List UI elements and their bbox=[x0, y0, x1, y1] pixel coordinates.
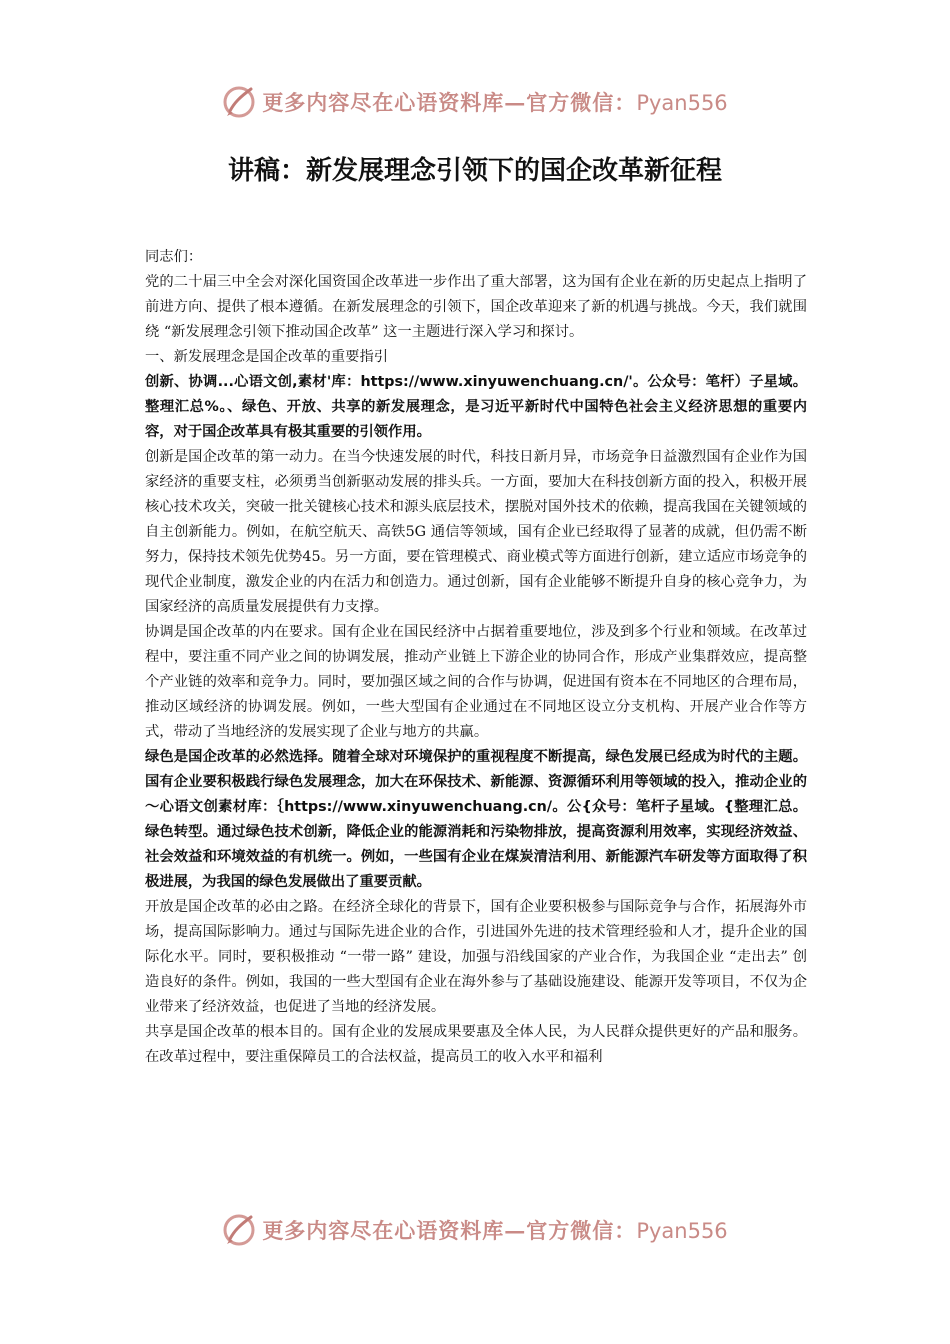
body-paragraph: 一、新发展理念是国企改革的重要指引 bbox=[145, 349, 389, 365]
brush-logo-icon bbox=[222, 85, 256, 119]
wechat-id: Pyan556 bbox=[636, 91, 728, 115]
body-paragraph: 党的二十届三中全会对深化国资国企改革进一步作出了重大部署，这为国有企业在新的历史起点上指明了前进方向、提供了根本遵循。在新发展理念的引领下，国企改革迎来了新的机遇与挑战。今天，我们就围绕 “新发展理念引领下推动国企改革” 这一主题进行深入学习和探讨。 bbox=[145, 274, 807, 340]
body-paragraph: 协调是国企改革的内在要求。国有企业在国民经济中占据着重要地位，涉及到多个行业和领域。在改革过程中，要注重不同产业之间的协调发展，推动产业链上下游企业的协同合作，形成产业集群效应，提高整个产业链的效率和竞争力。同时，要加强区域之间的合作与协调，促进国有资本在不同地区的合理布局，推动区域经济的协调发展。例如，一些大型国有企业通过在不同地区设立分支机构、开展产业合作等方式，带动了当地经济的发展实现了企业与地方的共赢。 bbox=[145, 624, 807, 740]
body-paragraph: 创新、协调...心语文创,素材'库：https://www.xinyuwenchuang.cn/'。公众号：笔杆）子星域。整理汇总%。、绿色、开放、共享的新发展理念，是习近平新时代中国特色社会主义经济思想的重要内容，对于国企改革具有极其重要的引领作用。 bbox=[145, 374, 807, 440]
wechat-id: Pyan556 bbox=[636, 1219, 728, 1243]
document-title: 讲稿：新发展理念引领下的国企改革新征程 bbox=[227, 156, 722, 186]
brush-logo-icon bbox=[222, 1213, 256, 1247]
body-paragraph: 共享是国企改革的根本目的。国有企业的发展成果要惠及全体人民，为人民群众提供更好的产品和服务。在改革过程中，要注重保障员工的合法权益，提高员工的收入水平和福利 bbox=[145, 1024, 807, 1065]
watermark-text: 更多内容尽在心语资料库—官方微信：Pyan556 bbox=[262, 1218, 728, 1243]
body-paragraph: 同志们： bbox=[145, 249, 203, 265]
watermark-text: 更多内容尽在心语资料库—官方微信：Pyan556 bbox=[262, 90, 728, 115]
footer-watermark-banner bbox=[0, 1210, 950, 1250]
body-paragraph: 开放是国企改革的必由之路。在经济全球化的背景下，国有企业要积极参与国际竞争与合作，拓展海外市场，提高国际影响力。通过与国际先进企业的合作，引进国外先进的技术管理经验和人才，提升企业的国际化水平。同时，要积极推动 “一带一路” 建设，加强与沿线国家的产业合作，为我国企业 “走出去” 创造良好的条件。例如，我国的一些大型国有企业在海外参与了基础设施建设、能源开发等项目，不仅为企业带来了经济效益，也促进了当地的经济发展。 bbox=[145, 899, 807, 1015]
body-paragraph: 创新是国企改革的第一动力。在当今快速发展的时代，科技日新月异，市场竞争日益激烈国有企业作为国家经济的重要支柱，必须勇当创新驱动发展的排头兵。一方面，要加大在科技创新方面的投入，积极开展核心技术攻关，突破一批关键核心技术和源头底层技术，摆脱对国外技术的依赖，提高我国在关键领域的自主创新能力。例如，在航空航天、高铁5G 通信等领域，国有企业已经取得了显著的成就，但仍需不断努力，保持技术领先优势45。另一方面，要在管理模式、商业模式等方面进行创新，建立适应市场竞争的现代企业制度，激发企业的内在活力和创造力。通过创新，国有企业能够不断提升自身的核心竞争力，为国家经济的高质量发展提供有力支撑。 bbox=[145, 449, 807, 615]
body-paragraph: 绿色是国企改革的必然选择。随着全球对环境保护的重视程度不断提高，绿色发展已经成为时代的主题。国有企业要积极践行绿色发展理念，加大在环保技术、新能源、资源循环利用等领域的投入，推动企业的～心语文创素材库：｛https://www.xinyuwenchuang.cn/。公{众号：笔杆子星域。{整理汇总。绿色转型。通过绿色技术创新，降低企业的能源消耗和污染物排放，提高资源利用效率，实现经济效益、社会效益和环境效益的有机统一。例如，一些国有企业在煤炭清洁利用、新能源汽车研发等方面取得了积极进展，为我国的绿色发展做出了重要贡献。 bbox=[145, 749, 807, 890]
document-body bbox=[145, 245, 807, 1070]
header-watermark-banner bbox=[0, 82, 950, 122]
